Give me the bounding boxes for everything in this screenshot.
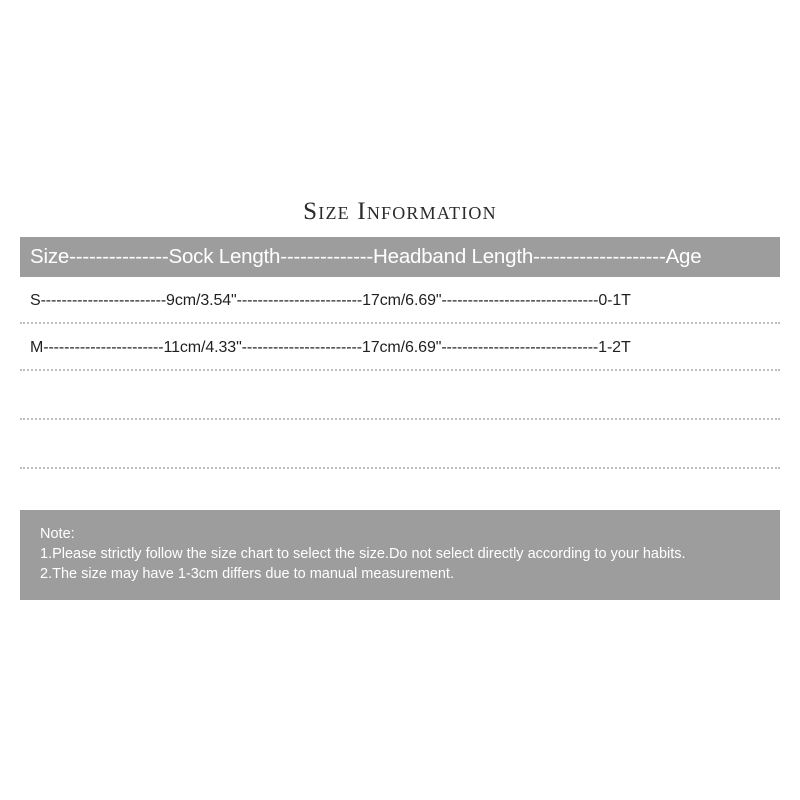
note-box xyxy=(20,510,780,600)
note-line-2: 2.The size may have 1-3cm differs due to manual measurement. xyxy=(40,566,454,582)
note-line-1: 1.Please strictly follow the size chart to select the size.Do not select directly according to your habits. xyxy=(40,546,686,562)
table-row-empty xyxy=(20,420,780,469)
note-heading: Note: xyxy=(40,526,75,542)
table-row-empty xyxy=(20,371,780,420)
table-row: S------------------------9cm/3.54"------------------------17cm/6.69"------------------------------0-1T xyxy=(20,277,780,324)
table-header-row: Size---------------Sock Length--------------Headband Length--------------------Age xyxy=(20,237,780,277)
size-table xyxy=(20,237,780,469)
table-row: M-----------------------11cm/4.33"-----------------------17cm/6.69"------------------------------1-2T xyxy=(20,324,780,371)
page-title: Size Information xyxy=(303,198,497,225)
